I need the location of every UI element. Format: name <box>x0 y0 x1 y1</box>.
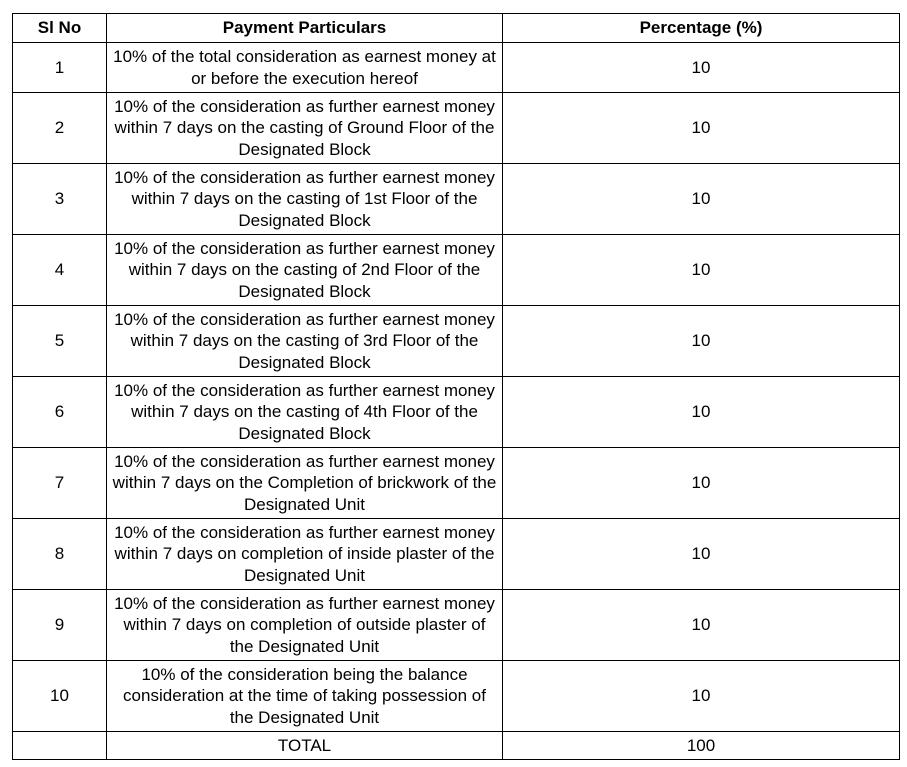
header-percentage: Percentage (%) <box>503 14 900 43</box>
sl-no-cell: 7 <box>13 448 107 519</box>
particulars-cell: 10% of the total consideration as earnest money at or before the execution hereof <box>107 43 503 93</box>
sl-no-cell: 3 <box>13 164 107 235</box>
total-value: 100 <box>503 732 900 760</box>
sl-no-cell: 6 <box>13 377 107 448</box>
particulars-cell: 10% of the consideration as further earnest money within 7 days on the casting of 1st Floor of the Designated Block <box>107 164 503 235</box>
particulars-cell: 10% of the consideration as further earnest money within 7 days on completion of outside plaster of the Designated Unit <box>107 590 503 661</box>
table-row <box>13 519 900 590</box>
sl-no-cell: 2 <box>13 93 107 164</box>
particulars-cell: 10% of the consideration as further earnest money within 7 days on the casting of 2nd Floor of the Designated Block <box>107 235 503 306</box>
particulars-cell: 10% of the consideration as further earnest money within 7 days on the Completion of brickwork of the Designated Unit <box>107 448 503 519</box>
header-sl-no: Sl No <box>13 14 107 43</box>
table-row <box>13 164 900 235</box>
percentage-cell: 10 <box>503 235 900 306</box>
total-label: TOTAL <box>107 732 503 760</box>
sl-no-cell: 1 <box>13 43 107 93</box>
particulars-cell: 10% of the consideration as further earnest money within 7 days on completion of inside plaster of the Designated Unit <box>107 519 503 590</box>
sl-no-cell: 8 <box>13 519 107 590</box>
sl-no-cell: 5 <box>13 306 107 377</box>
particulars-cell: 10% of the consideration as further earnest money within 7 days on the casting of 3rd Floor of the Designated Block <box>107 306 503 377</box>
particulars-cell: 10% of the consideration as further earnest money within 7 days on the casting of Ground Floor of the Designated Block <box>107 93 503 164</box>
payment-schedule-table <box>12 13 900 760</box>
table-row <box>13 377 900 448</box>
sl-no-cell: 4 <box>13 235 107 306</box>
sl-no-cell: 10 <box>13 661 107 732</box>
particulars-cell: 10% of the consideration as further earnest money within 7 days on the casting of 4th Floor of the Designated Block <box>107 377 503 448</box>
percentage-cell: 10 <box>503 93 900 164</box>
particulars-cell: 10% of the consideration being the balance consideration at the time of taking possession of the Designated Unit <box>107 661 503 732</box>
table-row <box>13 93 900 164</box>
table-header-row <box>13 14 900 43</box>
percentage-cell: 10 <box>503 661 900 732</box>
table-row <box>13 661 900 732</box>
percentage-cell: 10 <box>503 590 900 661</box>
percentage-cell: 10 <box>503 306 900 377</box>
percentage-cell: 10 <box>503 377 900 448</box>
table-row <box>13 590 900 661</box>
percentage-cell: 10 <box>503 448 900 519</box>
table-row <box>13 306 900 377</box>
table-row <box>13 235 900 306</box>
total-empty-cell <box>13 732 107 760</box>
table-row <box>13 448 900 519</box>
total-row <box>13 732 900 760</box>
header-payment-particulars: Payment Particulars <box>107 14 503 43</box>
percentage-cell: 10 <box>503 519 900 590</box>
percentage-cell: 10 <box>503 164 900 235</box>
percentage-cell: 10 <box>503 43 900 93</box>
sl-no-cell: 9 <box>13 590 107 661</box>
table-row <box>13 43 900 93</box>
